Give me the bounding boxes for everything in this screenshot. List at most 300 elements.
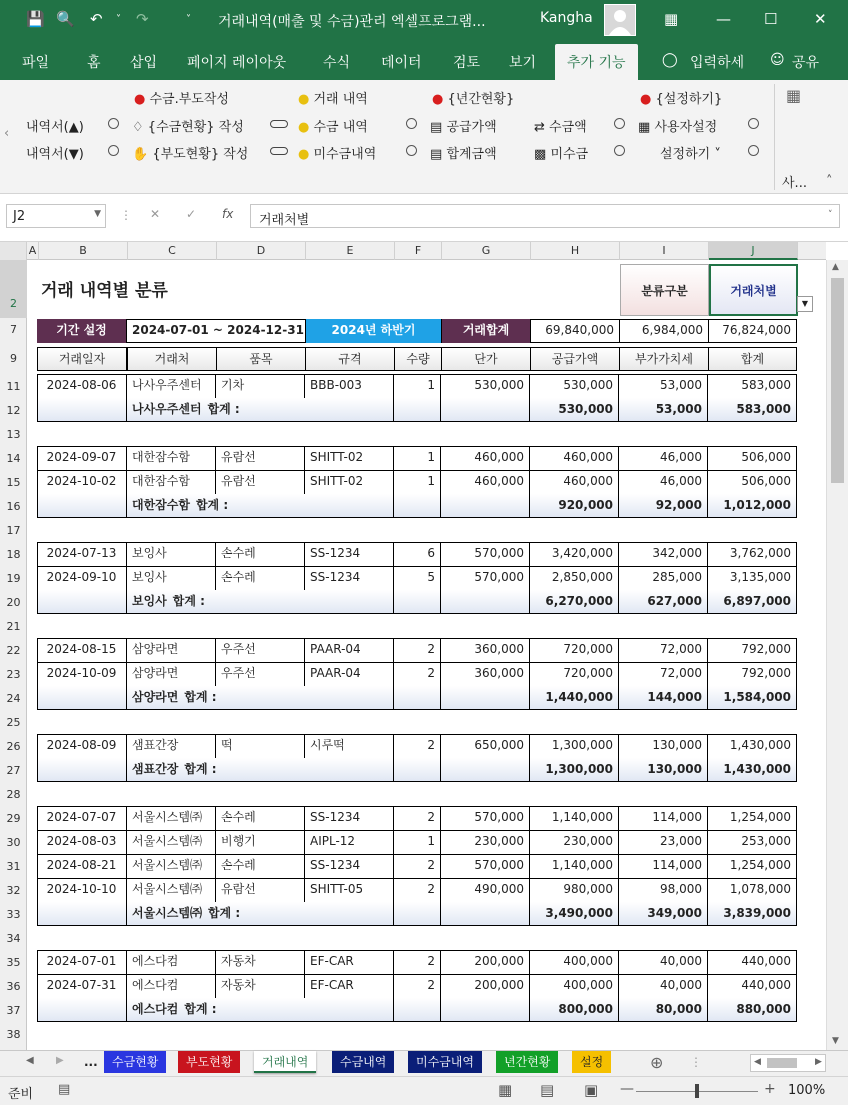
subtotal-suffix: 합계 : — [184, 1002, 217, 1016]
grand-total-label: 거래합계 — [442, 319, 531, 343]
row-number[interactable]: 34 — [6, 932, 21, 945]
table-cell: SS-1234 — [305, 806, 394, 830]
btn-receipt-status[interactable]: {수금현황} 작성 — [147, 120, 244, 135]
bulb-yellow-icon: ● — [298, 92, 310, 107]
table-cell: 506,000 — [708, 470, 797, 494]
enter-icon[interactable]: ✓ — [186, 207, 197, 221]
table-icon[interactable]: ▦ — [786, 86, 802, 105]
table-cell: 2 — [394, 734, 441, 758]
col-e[interactable]: E — [306, 242, 395, 260]
table-cell: 1 — [394, 470, 441, 494]
table-cell: 2024-09-07 — [37, 446, 127, 470]
radio-2[interactable] — [406, 118, 417, 129]
row-headers — [0, 260, 27, 1050]
status-ready: 준비 — [8, 1087, 34, 1102]
subtotal-supply: 530,000 — [530, 398, 619, 422]
row-number[interactable]: 27 — [6, 764, 21, 777]
empty-cell — [394, 590, 441, 614]
table-cell: 대한잠수함 — [127, 470, 216, 494]
empty-cell — [394, 398, 441, 422]
cancel-icon[interactable]: ✕ — [150, 207, 161, 221]
row-number[interactable]: 28 — [6, 788, 21, 801]
table-cell: 2024-10-09 — [37, 662, 127, 686]
table-cell: 대한잠수함 — [127, 446, 216, 470]
cash-icon: ▩ — [534, 147, 547, 162]
ribbon-more[interactable]: 사... — [782, 176, 807, 191]
table-cell: 2 — [394, 638, 441, 662]
row-number[interactable]: 11 — [6, 380, 21, 393]
table-cell: 2024-08-21 — [37, 854, 127, 878]
tab-insert[interactable]: 삽입 — [130, 55, 158, 71]
radio-5[interactable] — [108, 145, 119, 156]
row-number[interactable]: 30 — [6, 836, 21, 849]
table-cell: 506,000 — [708, 446, 797, 470]
row-number[interactable]: 19 — [6, 572, 21, 585]
table-cell: 2024-10-10 — [37, 878, 127, 902]
zoom-level[interactable]: 100% — [788, 1083, 826, 1098]
table-cell: EF-CAR — [305, 950, 394, 974]
empty-cell — [441, 902, 530, 926]
empty-cell — [441, 494, 530, 518]
table-cell: 720,000 — [530, 638, 619, 662]
col-i[interactable]: I — [620, 242, 709, 260]
header-unit-price: 단가 — [441, 347, 531, 371]
table-cell: AIPL-12 — [305, 830, 394, 854]
btn-statement-up[interactable]: 내역서(▲) — [26, 120, 84, 135]
table-cell: SS-1234 — [305, 542, 394, 566]
row-number[interactable]: 12 — [6, 404, 21, 417]
table-cell: 490,000 — [441, 878, 530, 902]
row-number[interactable]: 36 — [6, 980, 21, 993]
table-cell: 130,000 — [619, 734, 708, 758]
col-d[interactable]: D — [217, 242, 306, 260]
radio-4[interactable] — [748, 118, 759, 129]
empty-cell — [305, 590, 394, 614]
subtotal-vat: 92,000 — [619, 494, 708, 518]
row-number[interactable]: 29 — [6, 812, 21, 825]
table-cell: 2024-09-10 — [37, 566, 127, 590]
tab-share[interactable]: 공유 — [792, 55, 820, 71]
toggle-1[interactable] — [270, 120, 288, 128]
zoom-out-icon[interactable]: — — [620, 1081, 634, 1097]
table-cell: 530,000 — [441, 374, 530, 398]
subtotal-vat: 144,000 — [619, 686, 708, 710]
name-box[interactable]: J2 ▼ — [6, 204, 106, 228]
window-title: 거래내역(매출 및 수금)관리 엑셀프로그램... — [218, 14, 486, 30]
empty-cell — [305, 758, 394, 782]
tell-me-input[interactable]: 입력하세 — [690, 55, 745, 71]
col-a[interactable]: A — [27, 242, 39, 260]
table-cell: 720,000 — [530, 662, 619, 686]
table-cell: 1,430,000 — [708, 734, 797, 758]
sheet-tab[interactable]: 부도현황 — [178, 1051, 240, 1073]
row-number[interactable]: 13 — [6, 428, 21, 441]
table-cell: 삼양라면 — [127, 638, 216, 662]
zoom-handle[interactable] — [695, 1084, 699, 1098]
page-layout-icon[interactable]: ▤ — [540, 1081, 555, 1099]
scroll-right-icon[interactable]: ▶ — [815, 1057, 822, 1067]
ribbon-tabs — [0, 40, 848, 80]
table-cell: 440,000 — [708, 950, 797, 974]
table-cell: SHITT-02 — [305, 446, 394, 470]
bulb-yellow-icon: ● — [298, 120, 310, 135]
subtotal-suffix: 합계 : — [207, 402, 240, 416]
btn-supply-price[interactable]: 공급가액 — [446, 120, 497, 135]
undo-icon[interactable]: ↶ — [90, 10, 103, 28]
tab-review[interactable]: 검토 — [453, 55, 481, 71]
minimize-icon[interactable]: — — [716, 10, 731, 28]
table-cell: 46,000 — [619, 470, 708, 494]
tab-data[interactable]: 데이터 — [381, 55, 422, 71]
tab-formulas[interactable]: 수식 — [323, 55, 351, 71]
table-cell: 2024-08-06 — [37, 374, 127, 398]
row-number[interactable]: 37 — [6, 1004, 21, 1017]
table-cell: 2 — [394, 662, 441, 686]
scroll-down-icon[interactable]: ▼ — [832, 1036, 839, 1046]
hscroll-thumb[interactable] — [767, 1058, 797, 1068]
table-cell: 1,078,000 — [708, 878, 797, 902]
radio-1[interactable] — [108, 118, 119, 129]
table-cell: 떡 — [216, 734, 305, 758]
table-cell: 에스다컴 — [127, 974, 216, 998]
btn-receipt-amount[interactable]: 수금액 — [549, 120, 587, 135]
subtotal-suffix: 합계 : — [172, 594, 205, 608]
more-sheets-tab[interactable]: ... — [76, 1051, 106, 1073]
btn-by-vendor[interactable]: 거래처별 — [709, 264, 798, 316]
table-cell: 650,000 — [441, 734, 530, 758]
empty-cell — [394, 902, 441, 926]
col-j[interactable]: J — [709, 242, 798, 260]
table-cell: 570,000 — [441, 854, 530, 878]
tab-home[interactable]: 홈 — [87, 55, 101, 71]
row-9[interactable]: 9 — [10, 352, 17, 365]
col-g[interactable]: G — [442, 242, 531, 260]
table-cell: 비행기 — [216, 830, 305, 854]
row-number[interactable]: 33 — [6, 908, 21, 921]
table-cell: 손수레 — [216, 854, 305, 878]
table-cell: 1,254,000 — [708, 806, 797, 830]
table-cell: 440,000 — [708, 974, 797, 998]
subtotal-vendor: 서울시스템㈜ — [132, 906, 202, 920]
table-cell: 2,850,000 — [530, 566, 619, 590]
btn-receipt-history[interactable]: 수금 내역 — [313, 120, 368, 135]
table-cell: 2 — [394, 878, 441, 902]
next-sheet-icon[interactable]: ▶ — [56, 1055, 64, 1066]
table-cell: 570,000 — [441, 806, 530, 830]
grid-icon: ▦ — [638, 120, 651, 135]
row-number[interactable]: 35 — [6, 956, 21, 969]
header-vendor: 거래처 — [127, 347, 217, 371]
table-cell: 792,000 — [708, 662, 797, 686]
row-number[interactable]: 23 — [6, 668, 21, 681]
close-icon[interactable]: ✕ — [814, 10, 827, 28]
radio-7[interactable] — [614, 145, 625, 156]
subtotal-sum: 583,000 — [708, 398, 797, 422]
macro-record-icon[interactable]: ▤ — [58, 1082, 71, 1097]
sheet-title: 거래 내역별 분류 — [41, 281, 168, 301]
empty-cell — [37, 590, 127, 614]
table-cell: PAAR-04 — [305, 638, 394, 662]
subtotal-suffix: 합계 : — [195, 498, 229, 512]
empty-cell — [37, 398, 127, 422]
table-cell: 자동차 — [216, 950, 305, 974]
empty-cell — [37, 686, 127, 710]
table-cell: 2024-07-01 — [37, 950, 127, 974]
row-number[interactable]: 24 — [6, 692, 21, 705]
col-f[interactable]: F — [395, 242, 442, 260]
sheet-tab[interactable]: 년간현황 — [496, 1051, 558, 1073]
sheet-tab[interactable]: 거래내역 — [254, 1051, 316, 1073]
header-vat: 부가가치세 — [619, 347, 709, 371]
table-cell: 400,000 — [530, 974, 619, 998]
empty-cell — [37, 758, 127, 782]
grand-total-sum: 76,824,000 — [709, 319, 797, 343]
table-cell: 2 — [394, 806, 441, 830]
table-cell: 삼양라면 — [127, 662, 216, 686]
subtotal-vat: 627,000 — [619, 590, 708, 614]
empty-cell — [441, 758, 530, 782]
subtotal-sum: 1,012,000 — [708, 494, 797, 518]
subtotal-suffix: 합계 : — [184, 762, 217, 776]
worksheet[interactable] — [27, 260, 826, 1050]
scroll-left-icon[interactable]: ◀ — [754, 1057, 761, 1067]
table-cell: 792,000 — [708, 638, 797, 662]
sheet-tab[interactable]: 수금내역 — [332, 1051, 394, 1073]
table-cell: 1,254,000 — [708, 854, 797, 878]
col-c[interactable]: C — [128, 242, 217, 260]
table-cell: 2024-08-03 — [37, 830, 127, 854]
subtotal-supply: 6,270,000 — [530, 590, 619, 614]
subtotal-vat: 80,000 — [619, 998, 708, 1022]
row-number[interactable]: 14 — [6, 452, 21, 465]
empty-cell — [37, 494, 127, 518]
row-number[interactable]: 16 — [6, 500, 21, 513]
subtotal-supply: 1,440,000 — [530, 686, 619, 710]
btn-settings-top[interactable]: {설정하기} — [655, 92, 723, 107]
table-cell: 2024-08-15 — [37, 638, 127, 662]
table-cell: 자동차 — [216, 974, 305, 998]
add-sheet-icon[interactable]: ⊕ — [650, 1053, 664, 1072]
collapse-ribbon-icon[interactable]: ˄ — [826, 174, 833, 189]
btn-statement-down[interactable]: 내역서(▼) — [26, 147, 84, 162]
table-cell: SHITT-02 — [305, 470, 394, 494]
table-cell: SS-1234 — [305, 854, 394, 878]
empty-cell — [441, 686, 530, 710]
row-number[interactable]: 26 — [6, 740, 21, 753]
table-cell: 1 — [394, 374, 441, 398]
ribbon-panel — [0, 80, 848, 194]
redo-icon: ↷ — [136, 10, 149, 28]
subtotal-suffix: 합계 : — [207, 906, 241, 920]
row-7[interactable]: 7 — [10, 323, 17, 336]
table-cell: 460,000 — [530, 446, 619, 470]
ribbon-display-icon[interactable]: ▦ — [664, 10, 679, 28]
hand-icon: ✋ — [132, 147, 149, 162]
table-cell: 460,000 — [530, 470, 619, 494]
zoom-in-icon[interactable]: + — [764, 1081, 776, 1097]
tab-page-layout[interactable]: 페이지 레이아웃 — [187, 55, 287, 71]
scroll-thumb[interactable] — [831, 278, 844, 483]
btn-total-amount[interactable]: 합계금액 — [446, 147, 497, 162]
radio-6[interactable] — [406, 145, 417, 156]
header-spec: 규격 — [305, 347, 395, 371]
table-cell: 손수레 — [216, 806, 305, 830]
customize-toolbar-icon[interactable]: ˅ — [186, 14, 191, 25]
grand-total-vat: 6,984,000 — [620, 319, 709, 343]
btn-unpaid-history[interactable]: 미수금내역 — [313, 147, 377, 162]
radio-3[interactable] — [614, 118, 625, 129]
sheet-tab[interactable]: 설정 — [572, 1051, 611, 1073]
table-cell: 2024-08-09 — [37, 734, 127, 758]
row-number[interactable]: 32 — [6, 884, 21, 897]
row-number[interactable]: 38 — [6, 1028, 21, 1041]
table-cell: 서울시스템㈜ — [127, 854, 216, 878]
title-bar — [0, 0, 848, 40]
table-cell: 서울시스템㈜ — [127, 806, 216, 830]
subtotal-sum: 1,430,000 — [708, 758, 797, 782]
prev-sheet-icon[interactable]: ◀ — [26, 1055, 34, 1066]
horizontal-scrollbar[interactable] — [750, 1054, 826, 1072]
table-cell: 1 — [394, 830, 441, 854]
toggle-2[interactable] — [270, 147, 288, 155]
row-number[interactable]: 18 — [6, 548, 21, 561]
subtotal-vendor: 에스다컴 — [132, 1002, 179, 1016]
table-cell: 2024-07-07 — [37, 806, 127, 830]
table-cell: 나사우주센터 — [127, 374, 216, 398]
row-2[interactable]: 2 — [0, 260, 27, 318]
empty-cell — [441, 590, 530, 614]
table-cell: 2 — [394, 974, 441, 998]
empty-cell — [305, 686, 394, 710]
btn-settings[interactable]: 설정하기 — [660, 147, 711, 162]
subtotal-vendor: 나사우주센터 — [132, 402, 202, 416]
transfer-icon: ⇄ — [534, 120, 545, 135]
subtotal-vat: 53,000 — [619, 398, 708, 422]
chevron-down-icon[interactable]: ˅ — [714, 147, 721, 162]
subtotal-vendor: 대한잠수함 — [132, 498, 190, 512]
row-number[interactable]: 20 — [6, 596, 21, 609]
btn-receipt-write[interactable]: 수금.부도작성 — [149, 92, 229, 107]
share-icon[interactable]: ☺ — [770, 52, 785, 68]
table-cell: 우주선 — [216, 638, 305, 662]
piggy-icon: ♢ — [132, 120, 144, 135]
empty-cell — [394, 686, 441, 710]
empty-cell — [37, 902, 127, 926]
empty-cell — [305, 902, 394, 926]
table-cell: 기차 — [216, 374, 305, 398]
table-cell: 6 — [394, 542, 441, 566]
name-box-dropdown-icon[interactable]: ▼ — [94, 209, 101, 219]
btn-trade-history[interactable]: 거래 내역 — [313, 92, 368, 107]
document-icon: ▤ — [430, 147, 443, 162]
table-cell: 230,000 — [530, 830, 619, 854]
btn-default-status[interactable]: {부도현황} 작성 — [152, 147, 249, 162]
save-icon[interactable]: 💾 — [26, 10, 45, 28]
btn-user-settings[interactable]: 사용자설정 — [654, 120, 718, 135]
sheet-tabs-bar — [0, 1050, 848, 1076]
btn-unpaid[interactable]: 미수금 — [550, 147, 589, 162]
row-number[interactable]: 25 — [6, 716, 21, 729]
expand-formula-icon[interactable]: ˅ — [828, 210, 833, 220]
tab-file[interactable]: 파일 — [22, 55, 50, 71]
table-cell: 3,762,000 — [708, 542, 797, 566]
bulb-red-icon: ● — [134, 92, 146, 107]
dropdown-icon[interactable]: ▼ — [797, 296, 813, 312]
empty-cell — [394, 494, 441, 518]
row-number[interactable]: 31 — [6, 860, 21, 873]
table-cell: 에스다컴 — [127, 950, 216, 974]
col-b[interactable]: B — [39, 242, 128, 260]
subtotal-vendor: 삼양라면 — [132, 690, 179, 704]
row-number[interactable]: 21 — [6, 620, 21, 633]
table-cell: 583,000 — [708, 374, 797, 398]
table-cell: 손수레 — [216, 542, 305, 566]
table-cell: SHITT-05 — [305, 878, 394, 902]
scroll-left-icon[interactable]: ‹ — [4, 126, 10, 141]
sheet-tab[interactable]: 수금현황 — [104, 1051, 166, 1073]
page-break-icon[interactable]: ▣ — [584, 1081, 599, 1099]
print-preview-icon[interactable]: 🔍 — [56, 10, 75, 28]
dots-icon: ⋮ — [690, 1055, 702, 1069]
subtotal-sum: 880,000 — [708, 998, 797, 1022]
table-cell: 1,300,000 — [530, 734, 619, 758]
row-number[interactable]: 15 — [6, 476, 21, 489]
scroll-up-icon[interactable]: ▲ — [832, 262, 839, 272]
header-date: 거래일자 — [37, 347, 127, 371]
period-label: 기간 설정 — [37, 319, 127, 343]
tab-add-ins[interactable]: 추가 기능 — [555, 44, 638, 80]
row-number[interactable]: 17 — [6, 524, 21, 537]
table-cell: 530,000 — [530, 374, 619, 398]
header-supply: 공급가액 — [530, 347, 620, 371]
row-number[interactable]: 22 — [6, 644, 21, 657]
table-cell: 시루떡 — [305, 734, 394, 758]
undo-dropdown-icon[interactable]: ˅ — [116, 14, 121, 25]
table-cell: 570,000 — [441, 566, 530, 590]
subtotal-supply: 920,000 — [530, 494, 619, 518]
table-cell: 1 — [394, 446, 441, 470]
table-cell: 253,000 — [708, 830, 797, 854]
empty-cell — [37, 998, 127, 1022]
table-cell: 342,000 — [619, 542, 708, 566]
tab-view[interactable]: 보기 — [509, 55, 537, 71]
table-cell: PAAR-04 — [305, 662, 394, 686]
radio-8[interactable] — [748, 145, 759, 156]
vertical-scrollbar[interactable] — [826, 260, 848, 1050]
lightbulb-icon: ◯ — [662, 52, 678, 68]
table-cell: 98,000 — [619, 878, 708, 902]
table-cell: 보잉사 — [127, 566, 216, 590]
empty-cell — [305, 998, 394, 1022]
btn-classification[interactable]: 분류구분 — [620, 264, 709, 316]
function-icon[interactable]: fx — [222, 207, 234, 221]
table-cell: 서울시스템㈜ — [127, 830, 216, 854]
header-item: 품목 — [216, 347, 306, 371]
normal-view-icon[interactable]: ▦ — [498, 1081, 513, 1099]
btn-annual-status[interactable]: {년간현황} — [447, 92, 515, 107]
sheet-tab[interactable]: 미수금내역 — [408, 1051, 482, 1073]
col-h[interactable]: H — [531, 242, 620, 260]
table-cell: 46,000 — [619, 446, 708, 470]
table-cell: SS-1234 — [305, 566, 394, 590]
avatar[interactable] — [604, 4, 636, 36]
table-cell: 114,000 — [619, 806, 708, 830]
formula-input[interactable]: 거래처별 — [250, 204, 840, 228]
table-cell: 1,140,000 — [530, 854, 619, 878]
maximize-icon[interactable]: ☐ — [764, 10, 778, 28]
subtotal-vendor: 보잉사 — [132, 594, 167, 608]
table-cell: 보잉사 — [127, 542, 216, 566]
